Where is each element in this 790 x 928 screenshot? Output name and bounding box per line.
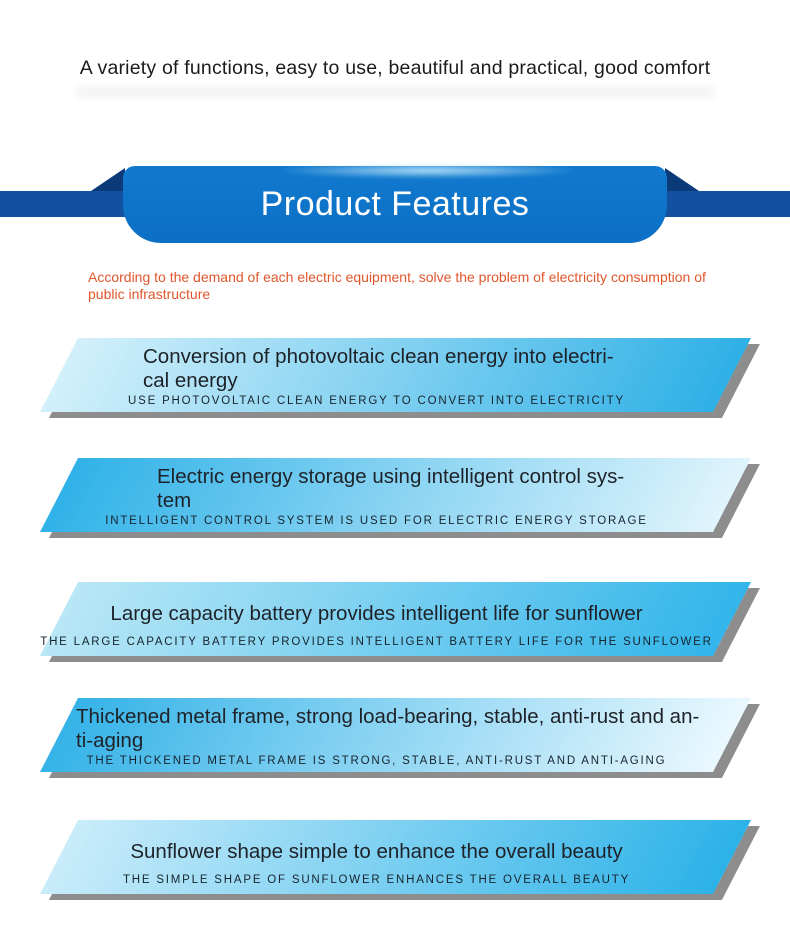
feature-banner-1 — [40, 338, 713, 412]
feature-5-subtitle: THE SIMPLE SHAPE OF SUNFLOWER ENHANCES THE OVERALL BEAUTY — [122, 873, 631, 886]
feature-1-subtitle: USE PHOTOVOLTAIC CLEAN ENERGY TO CONVERT INTO ELECTRICITY — [128, 395, 625, 407]
feature-1-title-line-2: cal energy — [143, 368, 238, 392]
feature-2-title-line-2: tem — [157, 488, 192, 512]
ribbon-center-plate — [123, 166, 667, 243]
feature-1-title — [40, 345, 713, 392]
feature-5-title — [40, 840, 713, 864]
feature-4-title-line-2: ti-aging — [76, 728, 144, 752]
feature-banner-3 — [40, 582, 713, 656]
feature-3-title-line-1: Large capacity battery provides intelligent life for sunflower — [110, 602, 643, 625]
feature-banner-2 — [40, 458, 713, 532]
product-features-ribbon — [0, 0, 790, 260]
page-heading: A variety of functions, easy to use, beautiful and practical, good comfort — [79, 57, 711, 79]
section-description: According to the demand of each electric equipment, solve the problem of electricity consumption of public infrastructure — [88, 269, 706, 302]
feature-banner-4 — [40, 698, 713, 772]
feature-2-subtitle: INTELLIGENT CONTROL SYSTEM IS USED FOR ELECTRIC ENERGY STORAGE — [105, 515, 648, 527]
feature-4-title-line-1: Thickened metal frame, strong load-bearing, stable, anti-rust and an- — [76, 705, 700, 728]
ribbon-sheen-highlight — [283, 163, 573, 178]
ribbon-fold-left — [91, 168, 125, 191]
feature-2-title-line-1: Electric energy storage using intelligent control sys- — [157, 465, 625, 488]
feature-1-title-line-1: Conversion of photovoltaic clean energy into electri- — [143, 345, 614, 368]
feature-3-subtitle: THE LARGE CAPACITY BATTERY PROVIDES INTELLIGENT BATTERY LIFE FOR THE SUNFLOWER — [40, 635, 713, 648]
feature-5-title-line-1: Sunflower shape simple to enhance the overall beauty — [130, 840, 623, 863]
ribbon-fold-right — [665, 168, 699, 191]
feature-4-subtitle: THE THICKENED METAL FRAME IS STRONG, STABLE, ANTI-RUST AND ANTI-AGING — [86, 755, 667, 767]
feature-4-title — [40, 705, 713, 752]
feature-2-title — [40, 465, 713, 512]
section-title: Product Features — [260, 185, 530, 223]
feature-3-title — [40, 602, 713, 626]
feature-banner-5 — [40, 820, 713, 894]
